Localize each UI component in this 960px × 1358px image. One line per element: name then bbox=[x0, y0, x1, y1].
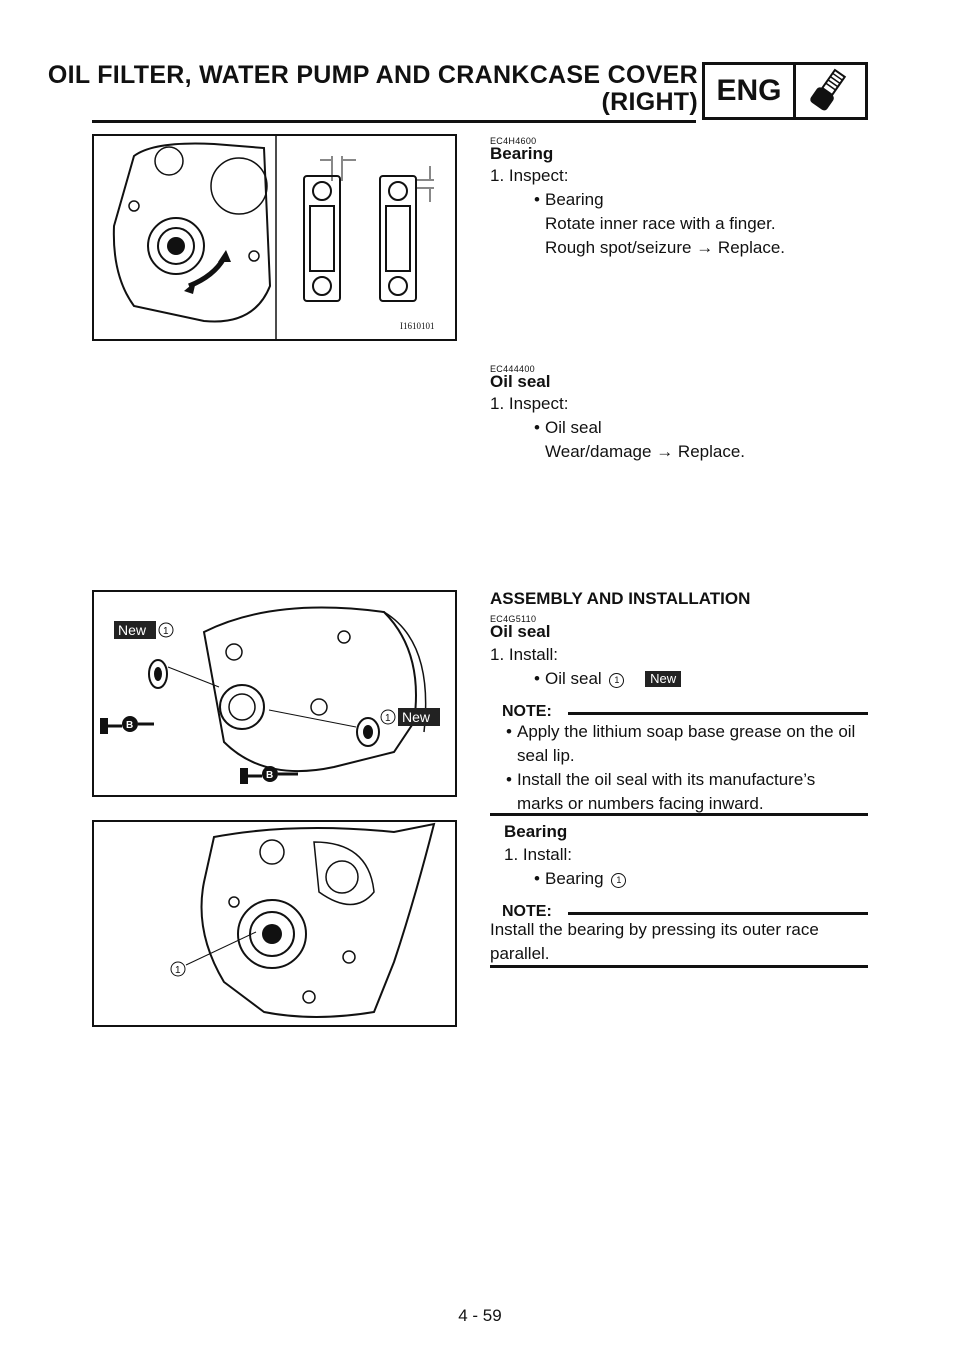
section-heading-oil-seal-install: Oil seal bbox=[490, 622, 551, 641]
wrench-bolt-icon bbox=[796, 65, 865, 117]
assembly-title: ASSEMBLY AND INSTALLATION bbox=[490, 589, 751, 608]
note-text: marks or numbers facing inward. bbox=[517, 794, 764, 813]
ref-marker: 1 bbox=[609, 673, 624, 688]
section-tab-label: ENG bbox=[705, 65, 796, 117]
bullet-item bbox=[545, 867, 626, 891]
section-tab bbox=[702, 62, 868, 120]
bullet-item: • Oil seal bbox=[545, 416, 602, 440]
note-text: seal lip. bbox=[517, 746, 575, 765]
page-title-line2: (RIGHT) bbox=[601, 88, 698, 116]
section-heading-bearing: Bearing bbox=[490, 144, 554, 163]
note-label: NOTE: bbox=[502, 903, 552, 920]
note-text: parallel. bbox=[490, 944, 550, 963]
note-end-rule bbox=[490, 813, 868, 816]
step-text: 1. Inspect: bbox=[490, 166, 569, 185]
new-part-tag: New bbox=[402, 709, 431, 725]
page-number: 4 - 59 bbox=[458, 1306, 502, 1325]
note-rule bbox=[568, 712, 868, 715]
bullet-item: • Bearing bbox=[545, 188, 604, 212]
header-rule bbox=[92, 120, 696, 123]
figure-bearing-install bbox=[92, 820, 457, 1027]
section-code: EC444400 bbox=[490, 364, 535, 374]
grease-symbol-label: B bbox=[126, 720, 134, 731]
note-end-rule bbox=[490, 965, 868, 968]
figure-code: I1610101 bbox=[400, 321, 435, 331]
instruction-text: Rough spot/seizure → Replace. bbox=[545, 238, 786, 257]
note-item: • Apply the lithium soap base grease on the oil bbox=[517, 720, 855, 744]
note-text: Install the bearing by pressing its outer race bbox=[490, 920, 819, 939]
ref-marker: 1 bbox=[163, 626, 169, 637]
note-label: NOTE: bbox=[502, 703, 552, 720]
section-heading-bearing-install: Bearing bbox=[504, 822, 568, 841]
instruction-text: Wear/damage → Replace. bbox=[545, 442, 746, 461]
grease-symbol-label: B bbox=[266, 770, 274, 781]
instruction-text: Rotate inner race with a finger. bbox=[545, 214, 776, 233]
note-item: • Install the oil seal with its manufacture’s bbox=[517, 768, 815, 792]
page-title-line1: OIL FILTER, WATER PUMP AND CRANKCASE COVER bbox=[47, 61, 698, 89]
section-code: EC4H4600 bbox=[490, 136, 537, 146]
note-rule bbox=[568, 912, 868, 915]
new-part-tag: New bbox=[118, 622, 147, 638]
ref-marker: 1 bbox=[611, 873, 626, 888]
figure-bearing-inspect bbox=[92, 134, 457, 341]
step-text: 1. Inspect: bbox=[490, 394, 569, 413]
section-code: EC4G5110 bbox=[490, 614, 537, 624]
section-heading-oil-seal: Oil seal bbox=[490, 372, 551, 391]
step-text: 1. Install: bbox=[490, 645, 559, 664]
bullet-text: Bearing bbox=[545, 869, 604, 888]
ref-marker: 1 bbox=[385, 713, 391, 724]
figure-oil-seal-install bbox=[92, 590, 457, 797]
ref-marker: 1 bbox=[175, 965, 181, 976]
bullet-item bbox=[545, 667, 681, 691]
new-part-tag: New bbox=[645, 671, 681, 687]
step-text: 1. Install: bbox=[504, 845, 573, 864]
bullet-text: Oil seal bbox=[545, 669, 602, 688]
